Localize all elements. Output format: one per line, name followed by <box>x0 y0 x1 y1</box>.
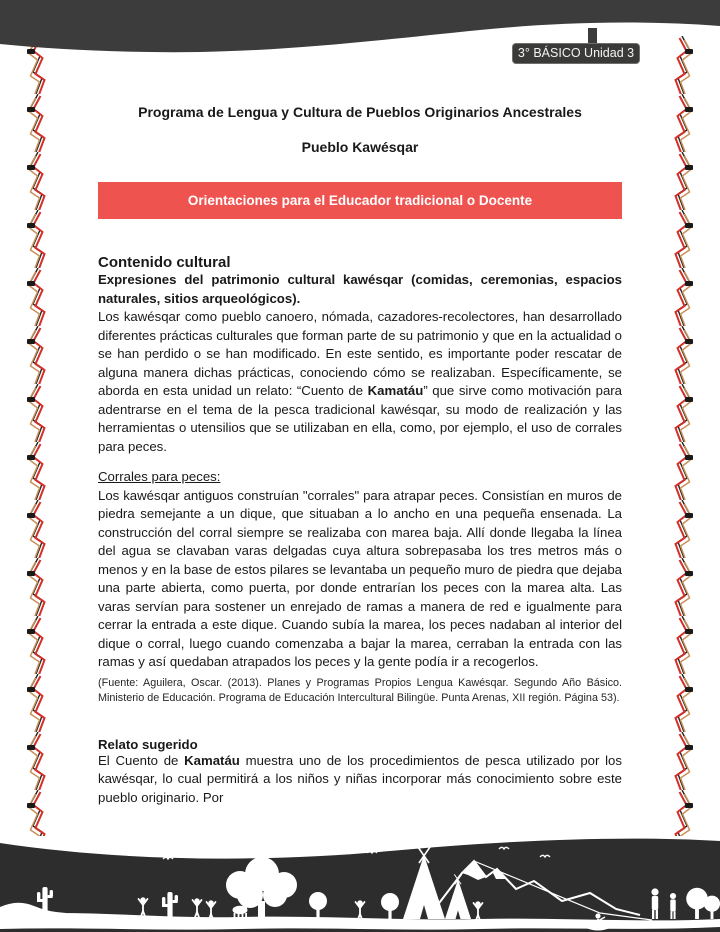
contenido-cultural-heading: Contenido cultural <box>98 254 231 271</box>
pueblo-subtitle: Pueblo Kawésqar <box>301 139 419 155</box>
corrales-subheading: Corrales para peces: <box>98 469 221 484</box>
program-title: Programa de Lengua y Cultura de Pueblos Originarios Ancestrales <box>138 104 582 120</box>
paragraph-1 <box>98 308 622 456</box>
document-body <box>98 0 622 807</box>
grade-unit-badge: 3° BÁSICO Unidad 3 <box>512 43 640 64</box>
paragraph-1-bold-term: Kamatáu <box>367 383 424 398</box>
orientaciones-banner-label: Orientaciones para el Educador tradicional o Docente <box>187 193 533 208</box>
orientaciones-banner <box>98 182 622 219</box>
paragraph-3 <box>98 752 622 808</box>
source-citation: (Fuente: Aguilera, Oscar. (2013). Planes y Programas Propios Lengua Kawésqar. Segundo Año Básico. Ministerio de Educación. Programa de Educación Intercultural Bilingüe. Punta Arenas, XII región. Página 53). <box>98 676 622 704</box>
paragraph-1-post: ” que sirve como motivación para adentrarse en el tema de la pesca tradicional kawésqar, su modo de realización y las herramientas o utensilios que se utilizaban en ella, como, por ejemplo, el uso de corrales para peces. <box>98 383 622 454</box>
right-zigzag-border <box>670 36 696 836</box>
relato-sugerido-heading: Relato sugerido <box>98 736 198 752</box>
intro-bold-paragraph: Expresiones del patrimonio cultural kawésqar (comidas, ceremonias, espacios naturales, sitios arqueológicos). <box>98 272 622 306</box>
footer-silhouette <box>0 827 720 932</box>
paragraph-3-pre: El Cuento de <box>98 752 185 768</box>
paragraph-1-pre: Los kawésqar como pueblo canoero, nómada, cazadores-recolectores, han desarrollado diferentes prácticas culturales que forman parte de su patrimonio y que en la actualidad o se han perdido o se han modificado. En este sentido, es importante poder rescatar de alguna manera dichas prácticas, conociendo cómo se realizaban. Específicamente, se aborda en esta unidad un relato: “Cuento de <box>98 309 622 398</box>
paragraph-3-post: muestra uno de los procedimientos de pesca utilizado por los kawésqar, lo cual permitirá a los niños y niñas incorporar más conocimiento sobre este pueblo originario. Por <box>98 752 622 805</box>
paragraph-2: Los kawésqar antiguos construían "corrales" para atrapar peces. Consistían en muros de piedra semejante a un dique, que situaban a lo ancho en una pequeña ensenada. La construcción del corral siempre se realizaba con marea baja. Allí donde llegaba la línea del agua se clavaban varas delgadas cuya altura sobrepasaba los tres metros más o menos y en la base de estos pilares se levantaba un pequeño muro de piedra que dejaba una parte abierta, como puerta, por donde entrarían los peces con la marea alta. Las varas servían para sostener un enrejado de ramas a manera de red e igualmente para cerrar la entrada a este dique. Cuando subía la marea, los peces nadaban al interior del dique o corral, luego cuando comenzaba a bajar la marea, cerraban la entrada con las ramas y así quedaban atrapados los peces y la gente podía ir a recogerlos. <box>98 487 622 669</box>
paragraph-3-bold-term: Kamatáu <box>184 752 240 768</box>
left-zigzag-border <box>24 36 50 836</box>
